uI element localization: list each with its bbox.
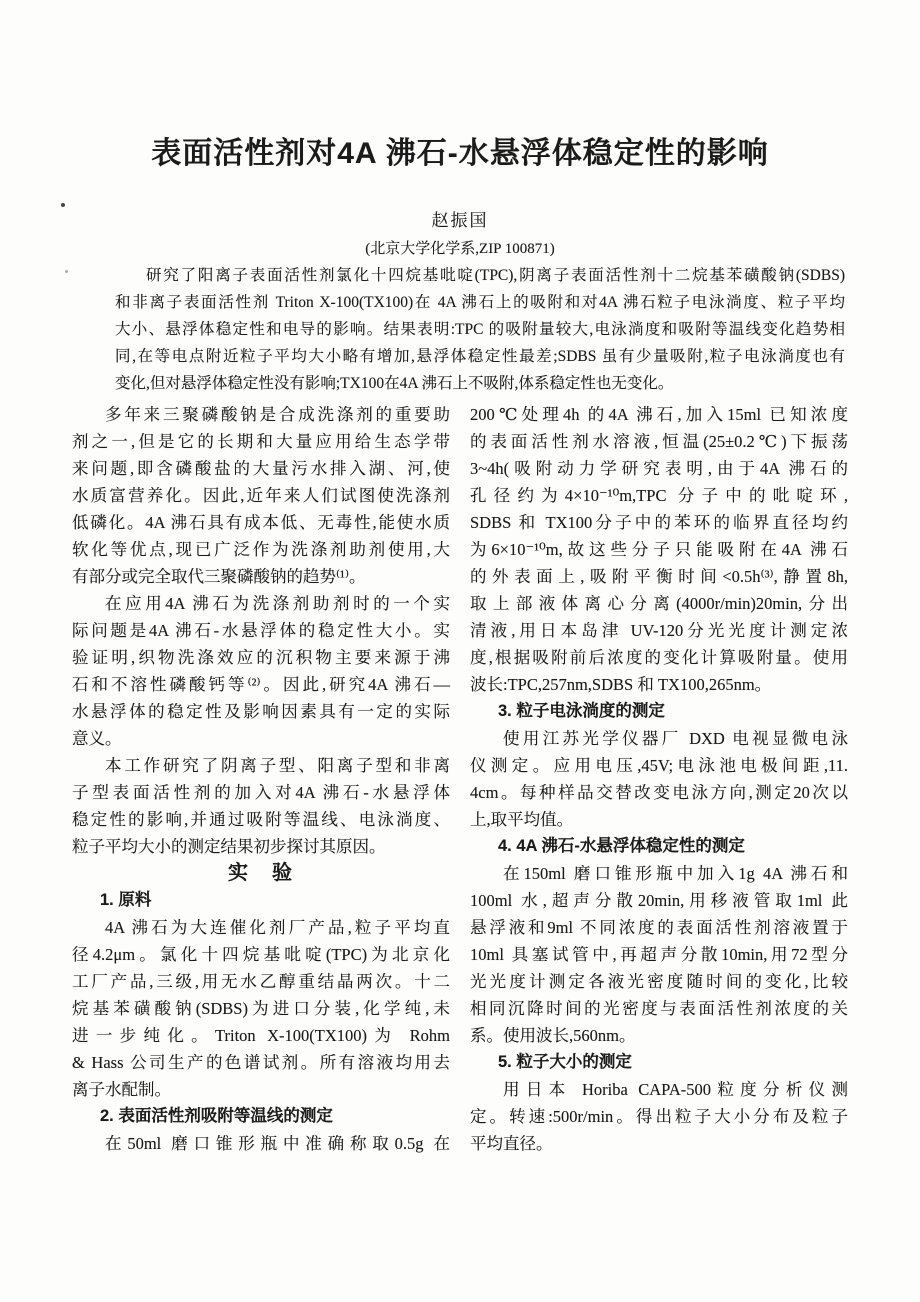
numbered-heading bbox=[470, 1049, 848, 1076]
left-column bbox=[72, 401, 450, 1157]
text-line: 100ml 水,超声分散20min,用移液管取1ml 此 bbox=[470, 891, 848, 910]
text-line: 离子水配制。 bbox=[72, 1080, 171, 1099]
scan-speck bbox=[65, 270, 68, 273]
numbered-heading bbox=[470, 833, 848, 860]
text-line: 水悬浮体的稳定性及影响因素具有一定的实际 bbox=[72, 702, 450, 721]
text-line: 烷基苯磺酸钠(SDBS)为进口分装,化学纯,未 bbox=[72, 999, 450, 1018]
text-line: 孔径约为4×10⁻¹⁰m,TPC 分子中的吡啶环, bbox=[470, 486, 848, 505]
text-line: 4cm。每种样品交替改变电泳方向,测定20次以 bbox=[470, 783, 848, 802]
text-line: 4. 4A 沸石-水悬浮体稳定性的测定 bbox=[498, 837, 745, 855]
text-line: 剂之一,但是它的长期和大量应用给生态学带 bbox=[72, 432, 450, 451]
text-line: 径4.2μm。氯化十四烷基吡啶(TPC)为北京化 bbox=[72, 945, 450, 964]
text-line: 度,根据吸附前后浓度的变化计算吸附量。使用 bbox=[470, 648, 848, 667]
text-line: 石和不溶性磷酸钙等⁽²⁾。因此,研究4A 沸石— bbox=[72, 675, 450, 694]
paragraph bbox=[470, 401, 848, 698]
page-title: 表面活性剂对4A 沸石-水悬浮体稳定性的影响 bbox=[151, 137, 769, 170]
text-line: 1. 原料 bbox=[100, 891, 152, 909]
text-line: & Hass 公司生产的色谱试剂。所有溶液均用去 bbox=[72, 1053, 450, 1072]
text-line: 实 验 bbox=[228, 862, 294, 884]
text-line: 定。转速:500r/min。得出粒子大小分布及粒子 bbox=[470, 1107, 848, 1126]
section-title bbox=[72, 860, 450, 887]
text-line: 系。使用波长,560nm。 bbox=[470, 1026, 636, 1045]
text-line: 在应用4A 沸石为洗涤剂助剂时的一个实 bbox=[105, 594, 450, 613]
text-line: 上,取平均值。 bbox=[470, 810, 574, 829]
text-line: 清液,用日本岛津 UV-120分光光度计测定浓 bbox=[470, 621, 848, 640]
abstract bbox=[115, 262, 845, 397]
text-line: 大小、悬浮体稳定性和电导的影响。结果表明:TPC 的吸附量较大,电泳淌度和吸附等温线变化趋势相 bbox=[115, 321, 845, 338]
text-line: 际问题是4A 沸石-水悬浮体的稳定性大小。实 bbox=[72, 621, 450, 640]
text-line: 在150ml 磨口锥形瓶中加入1g 4A 沸石和 bbox=[503, 864, 848, 883]
numbered-heading bbox=[72, 887, 450, 914]
text-line: 5. 粒子大小的测定 bbox=[498, 1053, 632, 1071]
paragraph bbox=[72, 914, 450, 1103]
text-line: 用日本 Horiba CAPA-500粒度分析仪测 bbox=[503, 1080, 848, 1099]
paragraph bbox=[72, 590, 450, 752]
text-line: 低磷化。4A 沸石具有成本低、无毒性,能使水质 bbox=[72, 513, 450, 532]
text-line: 本工作研究了阴离子型、阳离子型和非离 bbox=[105, 756, 450, 775]
text-line: 平均直径。 bbox=[470, 1134, 553, 1153]
text-line: 4A 沸石为大连催化剂厂产品,粒子平均直 bbox=[105, 918, 450, 937]
text-line: 研究了阳离子表面活性剂氯化十四烷基吡啶(TPC),阴离子表面活性剂十二烷基苯磺酸钠(SDBS) bbox=[146, 267, 845, 284]
text-line: 多年来三聚磷酸钠是合成洗涤剂的重要助 bbox=[105, 405, 450, 424]
paragraph bbox=[115, 262, 845, 397]
text-line: 验证明,织物洗涤效应的沉积物主要来源于沸 bbox=[72, 648, 450, 667]
text-line: 软化等优点,现已广泛作为洗涤剂助剂使用,大 bbox=[72, 540, 450, 559]
text-line: 粒子平均大小的测定结果初步探讨其原因。 bbox=[72, 837, 386, 856]
text-line: 200℃处理4h 的4A 沸石,加入15ml 已知浓度 bbox=[470, 405, 848, 424]
paragraph bbox=[72, 1130, 450, 1157]
text-line: 变化,但对悬浮体稳定性没有影响;TX100在4A 沸石上不吸附,体系稳定性也无变化。 bbox=[115, 375, 674, 392]
text-line: 的表面活性剂水溶液,恒温(25±0.2℃)下振荡 bbox=[470, 432, 848, 451]
text-line: 仪测定。应用电压,45V;电泳池电极间距,11. bbox=[470, 756, 848, 775]
text-line: 工厂产品,三级,用无水乙醇重结晶两次。十二 bbox=[72, 972, 450, 991]
text-line: 和非离子表面活性剂 Triton X-100(TX100)在 4A 沸石上的吸附和对4A 沸石粒子电泳淌度、粒子平均 bbox=[115, 294, 845, 311]
text-line: 有部分或完全取代三聚磷酸钠的趋势⁽¹⁾。 bbox=[72, 567, 366, 586]
text-line: 稳定性的影响,并通过吸附等温线、电泳淌度、 bbox=[72, 810, 450, 829]
text-line: 为6×10⁻¹⁰m,故这些分子只能吸附在4A 沸石 bbox=[470, 540, 848, 559]
author-name: 赵振国 bbox=[431, 211, 489, 230]
numbered-heading bbox=[470, 698, 848, 725]
text-line: SDBS 和 TX100分子中的苯环的临界直径均约 bbox=[470, 513, 848, 532]
text-line: 水质富营养化。因此,近年来人们试图使洗涤剂 bbox=[72, 486, 450, 505]
text-line: 子型表面活性剂的加入对4A 沸石-水悬浮体 bbox=[72, 783, 450, 802]
affiliation: (北京大学化学系,ZIP 100871) bbox=[365, 241, 555, 257]
text-line: 进一步纯化。Triton X-100(TX100)为 Rohm bbox=[72, 1026, 450, 1045]
text-line: 相同沉降时间的光密度与表面活性剂浓度的关 bbox=[470, 999, 848, 1018]
text-line: 3~4h(吸附动力学研究表明,由于4A 沸石的 bbox=[470, 459, 848, 478]
text-line: 波长:TPC,257nm,SDBS 和 TX100,265nm。 bbox=[470, 675, 772, 694]
text-line: 光光度计测定各液光密度随时间的变化,比较 bbox=[470, 972, 848, 991]
text-line: 取上部液体离心分离(4000r/min)20min,分出 bbox=[470, 594, 848, 613]
numbered-heading bbox=[72, 1103, 450, 1130]
text-line: 在50ml 磨口锥形瓶中准确称取0.5g 在 bbox=[105, 1134, 450, 1153]
text-line: 同,在等电点附近粒子平均大小略有增加,悬浮体稳定性最差;SDBS 虽有少量吸附,粒子电泳淌度也有 bbox=[115, 348, 845, 365]
paragraph bbox=[72, 401, 450, 590]
paragraph bbox=[72, 752, 450, 860]
scan-speck bbox=[61, 203, 65, 207]
text-line: 10ml 具塞试管中,再超声分散10min,用72型分 bbox=[470, 945, 848, 964]
right-column bbox=[470, 401, 848, 1157]
paragraph bbox=[470, 860, 848, 1049]
text-line: 3. 粒子电泳淌度的测定 bbox=[498, 702, 665, 720]
text-line: 悬浮液和9ml 不同浓度的表面活性剂溶液置于 bbox=[470, 918, 848, 937]
text-line: 来问题,即含磷酸盐的大量污水排入湖、河,使 bbox=[72, 459, 450, 478]
text-line: 使用江苏光学仪器厂 DXD 电视显微电泳 bbox=[503, 729, 848, 748]
text-line: 意义。 bbox=[72, 729, 122, 748]
text-line: 2. 表面活性剂吸附等温线的测定 bbox=[100, 1107, 333, 1125]
text-line: 的外表面上,吸附平衡时间<0.5h⁽³⁾,静置8h, bbox=[470, 567, 848, 586]
paragraph bbox=[470, 1076, 848, 1157]
paragraph bbox=[470, 725, 848, 833]
